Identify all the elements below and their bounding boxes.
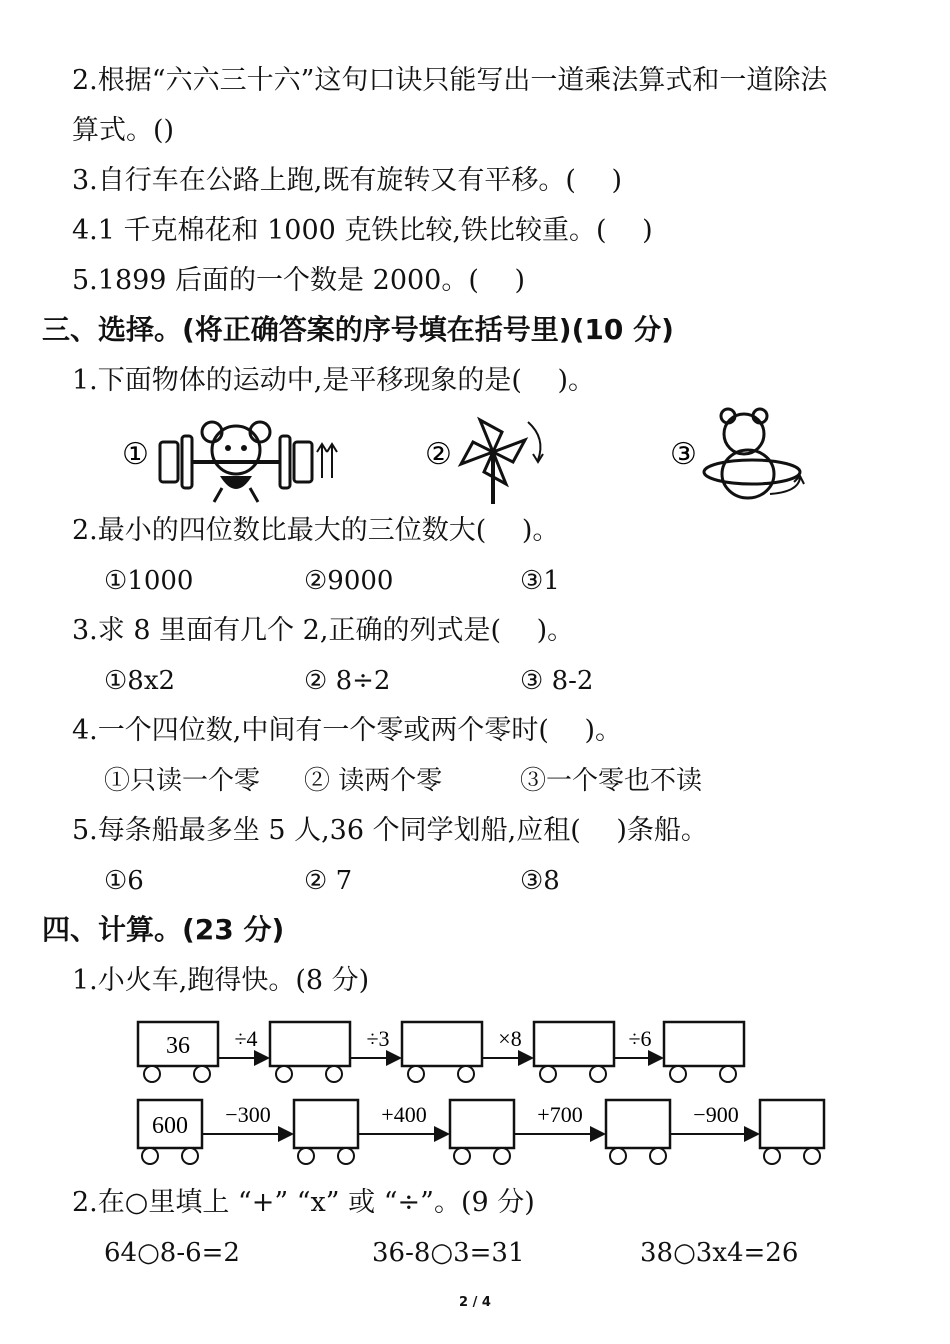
q5-option-1: ①6: [104, 866, 144, 896]
operator-item-3: 38○3x4=26: [640, 1238, 799, 1268]
q4-option-1: ①只读一个零: [104, 766, 261, 796]
choice-question-5: 5.每条船最多坐 5 人,36 个同学划船,应租( )条船。: [72, 815, 708, 846]
q3-option-3: ③ 8-2: [520, 666, 594, 696]
train2-op-1: −300: [225, 1102, 271, 1127]
choice-question-3: 3.求 8 里面有几个 2,正确的列式是( )。: [72, 615, 575, 646]
choice-question-1: 1.下面物体的运动中,是平移现象的是( )。: [72, 365, 595, 396]
question-5: 5.1899 后面的一个数是 2000。( ): [72, 265, 526, 296]
train1-op-1: ÷4: [234, 1026, 258, 1051]
choice-question-2: 2.最小的四位数比最大的三位数大( )。: [72, 515, 560, 546]
train1-op-4: ÷6: [628, 1026, 652, 1051]
q2-option-3: ③1: [520, 566, 560, 596]
question-2-line1: 2.根据“六六三十六”这句口诀只能写出一道乘法算式和一道除法: [72, 65, 828, 96]
train1-car-4: [534, 1022, 614, 1066]
train2-op-3: +700: [537, 1102, 583, 1127]
pinwheel-picture: [425, 420, 543, 504]
q5-option-2: ② 7: [304, 866, 353, 896]
train2-car-3: [450, 1100, 514, 1148]
q5-option-3: ③8: [520, 866, 560, 896]
train-diagram: [130, 1010, 840, 1170]
operator-item-2: 36-8○3=31: [372, 1238, 525, 1268]
motion-pictures: [110, 402, 830, 514]
train2-op-4: −900: [693, 1102, 739, 1127]
pic-2-number: ②: [425, 438, 452, 471]
train2-op-2: +400: [381, 1102, 427, 1127]
train2-car-2: [294, 1100, 358, 1148]
train1-op-2: ÷3: [366, 1026, 390, 1051]
question-4: 4.1 千克棉花和 1000 克铁比较,铁比较重。( ): [72, 215, 653, 246]
section-4-heading: 四、计算。(23 分): [42, 913, 285, 946]
train1-op-3: ×8: [498, 1026, 522, 1051]
bear-hoop-picture: [670, 409, 804, 498]
calc-question-2: 2.在○里填上 “+” “x” 或 “÷”。(9 分): [72, 1187, 535, 1218]
train-2: [138, 1100, 824, 1164]
pic-1-number: ①: [122, 438, 149, 471]
train2-car-5: [760, 1100, 824, 1148]
train1-car-2: [270, 1022, 350, 1066]
pic-3-number: ③: [670, 438, 697, 471]
q4-option-2: ② 读两个零: [304, 766, 443, 796]
q3-option-2: ② 8÷2: [304, 666, 391, 696]
section-3-heading: 三、选择。(将正确答案的序号填在括号里)(10 分): [42, 313, 674, 346]
operator-item-1: 64○8-6=2: [104, 1238, 240, 1268]
q4-option-3: ③一个零也不读: [520, 766, 703, 796]
train1-start-value: 36: [166, 1033, 190, 1059]
train2-car-4: [606, 1100, 670, 1148]
train1-car-5: [664, 1022, 744, 1066]
question-2-line2: 算式。(): [72, 115, 175, 146]
weightlifter-picture: [122, 422, 337, 502]
question-3: 3.自行车在公路上跑,既有旋转又有平移。( ): [72, 165, 622, 196]
train2-start-value: 600: [152, 1113, 188, 1139]
q2-option-2: ②9000: [304, 566, 394, 596]
q2-option-1: ①1000: [104, 566, 194, 596]
train1-car-3: [402, 1022, 482, 1066]
page-number: 2 / 4: [459, 1295, 491, 1310]
calc-question-1: 1.小火车,跑得快。(8 分): [72, 965, 370, 996]
choice-question-4: 4.一个四位数,中间有一个零或两个零时( )。: [72, 715, 622, 746]
train-1: [138, 1022, 744, 1082]
q3-option-1: ①8x2: [104, 666, 176, 696]
